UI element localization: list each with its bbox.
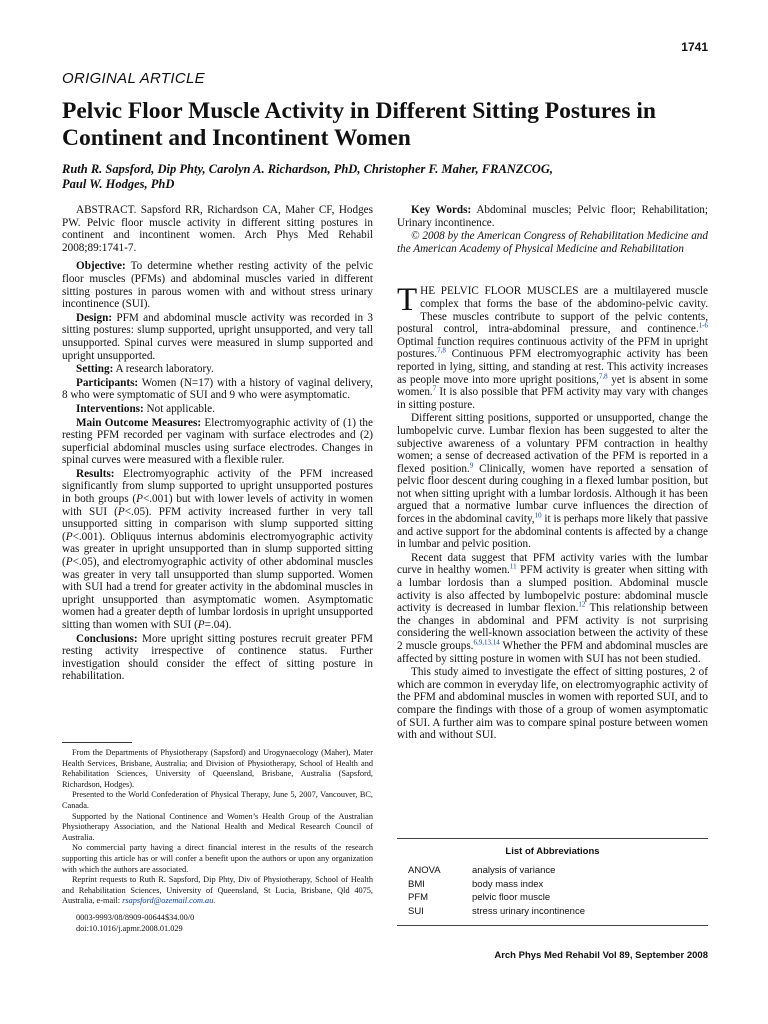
author-list [62,162,712,192]
citation-link[interactable]: 7,8 [437,346,446,355]
design-label: Design: [76,311,113,324]
article-type-label: ORIGINAL ARTICLE [62,70,205,87]
citation-link[interactable]: 1-6 [698,321,708,330]
setting-label: Setting: [76,363,114,376]
abbreviations-box [397,838,708,926]
footnote-affiliations: From the Departments of Physiotherapy (Sapsford) and Urogynaecology (Maher), Mater Health Services, Brisbane, Australia; and Division of Physiotherapy, School of Health and Rehabilitation Sciences, University of Queensland, Brisbane, Australia (Sapsford, Richardson, Hodges). [62,748,373,789]
abstract-outcome-measures: Main Outcome Measures: Electromyographic activity of (1) the resting PFM recorded per vaginam with surface electrodes and (2) superficial abdominal muscles using surface electrodes. Changes in spinal curves were measured with a flexible ruler. [62,416,373,467]
citation-link[interactable]: 10 [534,511,542,520]
copyright-notice: © 2008 by the American Congress of Rehabilitation Medicine and the American Academy of Physical Medicine and Rehabilitation [397,230,708,255]
abbreviations-title: List of Abbreviations [505,846,600,857]
citation-link[interactable]: 7,8 [598,371,608,380]
right-column [397,204,708,743]
conclusions-label: Conclusions: [76,632,138,645]
abbreviations-bottom-rule [397,925,708,926]
abstract-results: Results: Electromyographic activity of the PFM increased significantly from slump supported to upright unsupported postures in both groups (P<.001) but with lower levels of activity in women with SUI (P<.05). PFM activity increased further in very tall unsupported sitting in comparison with slump supported sitting (P<.001). Obliquus internus abdominis electromyographic activity was greater in upright unsupported than in slump supported sitting (P<.05), and electromyographic activity of other abdominal muscles was greater in very tall unsupported than slump supported. Women with SUI had a trend for greater activity in the abdominal muscles in upright unsupported than asymptomatic women. Asymptomatic women had a greater depth of lumbar lordosis in upright unsupported sitting than women with SUI (P=.04). [62,467,373,631]
abstract-citation: ABSTRACT. Sapsford RR, Richardson CA, Maher CF, Hodges PW. Pelvic floor muscle activity in different sitting postures in continent and incontinent women. Arch Phys Med Rehabil 2008;89:1741-7. [62,204,373,254]
abstract-interventions: Interventions: Not applicable. [76,402,215,415]
authors-line-1: Ruth R. Sapsford, Dip Phty, Carolyn A. Richardson, PhD, Christopher F. Maher, FRANZCOG, [62,162,553,176]
abstract-setting: Setting: A research laboratory. [76,363,214,376]
abbreviations-table [408,865,585,919]
citation-link[interactable]: 6,9,13,14 [473,638,500,647]
page-number: 1741 [681,40,708,54]
abstract-participants: Participants: Women (N=17) with a history of vaginal delivery, 8 who were symptomatic of SUI and 9 who were asymptomatic. [62,376,373,402]
citation-link[interactable]: 9 [469,460,474,469]
journal-footer: Arch Phys Med Rehabil Vol 89, September 2008 [494,950,708,961]
outcome-label: Main Outcome Measures: [76,416,202,429]
citation-link[interactable]: 11 [509,562,517,571]
body-paragraph-3: Recent data suggest that PFM activity varies with the lumbar curve in healthy women.$^{11}$ PFM activity is greater when sitting with a lumbar lordosis than a slumped position. Abdominal muscle activity is also affected by lumbopelvic posture: abdominal muscle activity is decreased in lumbar flexion.$^{12}$ This relationship between the changes in abdominal and PFM activity is not surprising considering the well-known association between the activity of these 2 muscle groups.$^{6,9,13,14}$ Whether the PFM and abdominal muscles are affected by sitting posture in women with SUI has not been studied. [397,551,708,665]
article-title: Pelvic Floor Muscle Activity in Different Sitting Postures in Continent and Incontinent Women [62,98,656,151]
footnote-divider [62,742,132,743]
table-row: ANOVA analysis of variance [408,865,556,876]
doi-link[interactable]: doi:10.1016/j.apmr.2008.01.029 [76,923,183,933]
results-label: Results: [76,467,115,480]
objective-label: Objective: [76,260,126,273]
footnotes [62,748,373,934]
citation-link[interactable]: 12 [578,600,586,609]
abstract-design: Design: PFM and abdominal muscle activity was recorded in 3 sitting postures: slump supported, upright unsupported, and very tall unsupported. Spinal curves were measured in slump supported and upright unsupported. [62,311,373,362]
body-paragraph-4: This study aimed to investigate the effect of sitting postures, 2 of which are common in everyday life, on electromyographic activity of the PFM and abdominal muscles in women with reported SUI, and to compare the findings with those of a group of women asymptomatic of SUI. A further aim was to compare spinal posture between women with and without SUI. [397,666,708,742]
abstract-conclusions: Conclusions: More upright sitting postures recruit greater PFM resting activity irrespective of continence status. Further investigation should consider the effect of sitting posture in rehabilitation. [62,632,374,683]
intro-paragraph: THE PELVIC FLOOR MUSCLES are a multilayered muscle complex that forms the base of the abdomino-pelvic cavity. These muscles contribute to support of the pelvic contents, postural control, intra-abdominal pressure, and continence.$^{1-6}$ Optimal function requires continuous activity of the PFM in upright postures.$^{7,8}$ Continuous PFM electromyographic activity has been reported in lying, sitting, and standing at rest. This activity increases as people move into more upright positions,$^{7,8}$ yet is absent in some women.$^7$ It is also possible that PFM activity may vary with changes in sitting posture. [397,282,708,411]
citation-link[interactable]: 7 [432,384,437,393]
abstract-objective: Objective: To determine whether resting activity of the pelvic floor muscles (PFMs) and abdominal muscles varied in different sitting postures in parous women with and without stress urinary incontinence (SUI). [62,260,373,311]
footnote-reprints: Reprint requests to Ruth R. Sapsford, Dip Phty, Div of Physiotherapy, School of Health and Rehabilitation Sciences, University of Queensland, St Lucia, Brisbane, Qld 4075, Australia, e-mail: rsapsford@ozemail.com.au. [62,875,373,906]
footnote-conflict: No commercial party having a direct financial interest in the results of the research supporting this article has or will confer a benefit upon the authors or upon any organization with which the authors are associated. [62,843,373,874]
authors-line-2: Paul W. Hodges, PhD [62,177,175,191]
table-row: PFM pelvic floor muscle [408,892,551,904]
abbreviations-top-rule [397,838,708,839]
drop-cap: T [397,282,418,319]
footnote-presented: Presented to the World Confederation of Physical Therapy, June 5, 2007, Vancouver, BC, Canada. [62,790,373,810]
footnote-support: Supported by the National Continence and Women’s Health Group of the Australian Physiotherapy Association, and the National Health and Medical Research Council of Australia. [62,811,373,842]
interventions-label: Interventions: [76,402,144,415]
participants-label: Participants: [76,376,139,389]
body-paragraph-2: Different sitting positions, supported or unsupported, change the lumbopelvic curve. Lumbar flexion has been suggested to alter the subjective awareness of a voluntary PFM contraction in healthy women; a sense of decreased activation of the PFM is reported in a flexed position.$^9$ Clinically, women have reported a sensation of pelvic floor descent during coughing in a flexed lumbar position, but not when sitting upright with a lumbar lordosis. Although it has been argued that a normative lumbar curve influences the direction of forces in the abdominal cavity,$^{10}$ it is perhaps more likely that passive and active support for the abdominal contents is affected by a change in lumbar and pelvic position. [397,412,708,551]
email-link[interactable]: rsapsford@ozemail.com.au. [122,896,216,906]
abstract-keywords: Key Words: Abdominal muscles; Pelvic floor; Rehabilitation; Urinary incontinence. [397,204,708,229]
table-row: BMI body mass index [408,878,544,890]
table-row: SUI stress urinary incontinence [408,905,585,917]
issn-code: 0003-9993/08/8909-00644$34.00/0 [76,912,195,922]
keywords-label: Key Words: [411,204,472,216]
left-column [62,204,373,684]
